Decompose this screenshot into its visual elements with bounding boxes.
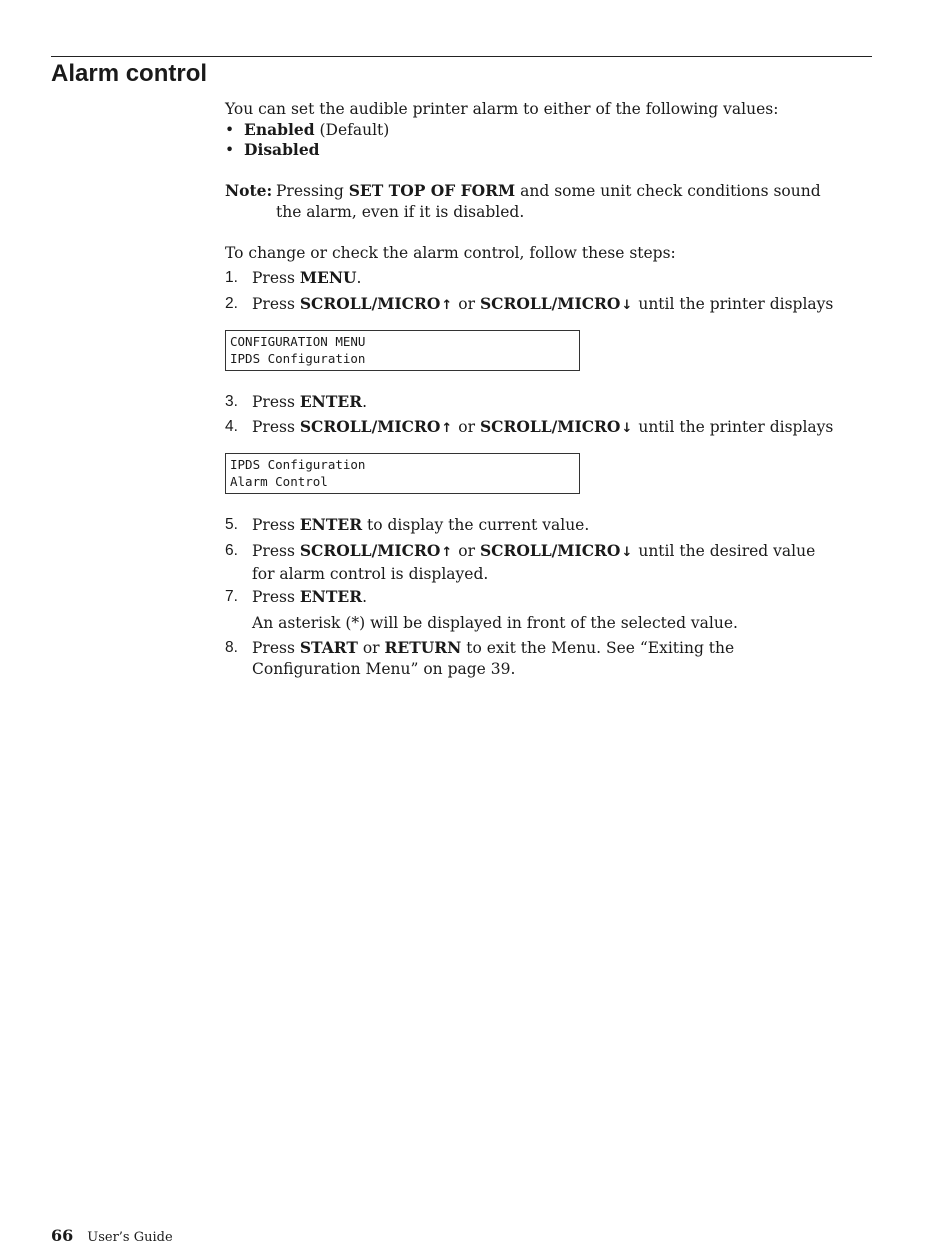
key-name: START: [299, 638, 358, 657]
step-item: 2. Press SCROLL/MICRO↑ or SCROLL/MICRO↓ until the printer displays: [225, 294, 835, 317]
step-number: 6.: [225, 542, 238, 559]
value-label: Enabled: [244, 120, 315, 139]
key-name: SCROLL/MICRO: [479, 541, 621, 560]
list-item: [225, 140, 320, 161]
display-line: IPDS Configuration: [230, 457, 366, 472]
printer-display: [225, 453, 580, 494]
display-line: CONFIGURATION MENU: [230, 334, 366, 349]
key-name: SCROLL/MICRO: [299, 541, 441, 560]
note-label: Note:: [225, 181, 273, 200]
steps-intro: To change or check the alarm control, follow these steps:: [225, 244, 676, 262]
display-line: Alarm Control: [230, 474, 328, 489]
key-name: SCROLL/MICRO: [479, 294, 621, 313]
step-number: 2.: [225, 295, 238, 312]
intro-paragraph: You can set the audible printer alarm to either of the following values:: [225, 100, 779, 118]
step-number: 3.: [225, 393, 238, 410]
note-text: Pressing SET TOP OF FORM and some unit check conditions sound the alarm, even if it is disabled.: [276, 181, 821, 221]
key-name: ENTER: [299, 392, 363, 411]
step-item: 6. Press SCROLL/MICRO↑ or SCROLL/MICRO↓ until the desired value for alarm control is displayed.: [225, 541, 816, 583]
step-item: 5. Press ENTER to display the current value.: [225, 515, 590, 534]
step-number: 7.: [225, 588, 238, 605]
step-item: 3. Press ENTER.: [225, 392, 368, 411]
step-item: 8. Press START or RETURN to exit the Menu. See “Exiting the Configuration Menu” on page 39.: [225, 638, 735, 678]
up-arrow-icon: ↑: [441, 421, 453, 436]
list-item: [225, 120, 389, 141]
key-name: SCROLL/MICRO: [299, 417, 441, 436]
up-arrow-icon: ↑: [441, 545, 453, 560]
key-name: ENTER: [299, 587, 363, 606]
step-number: 1.: [225, 269, 238, 286]
value-label: Disabled: [244, 140, 320, 159]
step-detail: An asterisk (*) will be displayed in front of the selected value.: [252, 613, 738, 632]
down-arrow-icon: ↓: [621, 545, 633, 560]
key-name: SCROLL/MICRO: [299, 294, 441, 313]
header-rule: [51, 56, 872, 57]
page-footer: [51, 1226, 173, 1245]
step-item: 1. Press MENU.: [225, 268, 362, 287]
step-number: 5.: [225, 516, 238, 533]
display-line: IPDS Configuration: [230, 351, 366, 366]
bullet: •: [225, 141, 235, 159]
key-name: RETURN: [384, 638, 462, 657]
step-item: 7. Press ENTER. An asterisk (*) will be displayed in front of the selected value.: [225, 587, 835, 633]
key-name: ENTER: [299, 515, 363, 534]
book-title: User’s Guide: [87, 1230, 173, 1245]
up-arrow-icon: ↑: [441, 298, 453, 313]
value-suffix: (Default): [314, 121, 390, 139]
key-name: MENU: [299, 268, 357, 287]
key-name: SET TOP OF FORM: [348, 181, 516, 200]
step-item: 4. Press SCROLL/MICRO↑ or SCROLL/MICRO↓ until the printer displays: [225, 417, 835, 440]
down-arrow-icon: ↓: [621, 298, 633, 313]
bullet: •: [225, 121, 235, 139]
section-title: Alarm control: [51, 60, 208, 87]
printer-display: [225, 330, 580, 371]
page-number: 66: [51, 1226, 74, 1245]
down-arrow-icon: ↓: [621, 421, 633, 436]
step-number: 4.: [225, 418, 238, 435]
key-name: SCROLL/MICRO: [479, 417, 621, 436]
note-block: [225, 181, 845, 222]
step-number: 8.: [225, 639, 238, 656]
